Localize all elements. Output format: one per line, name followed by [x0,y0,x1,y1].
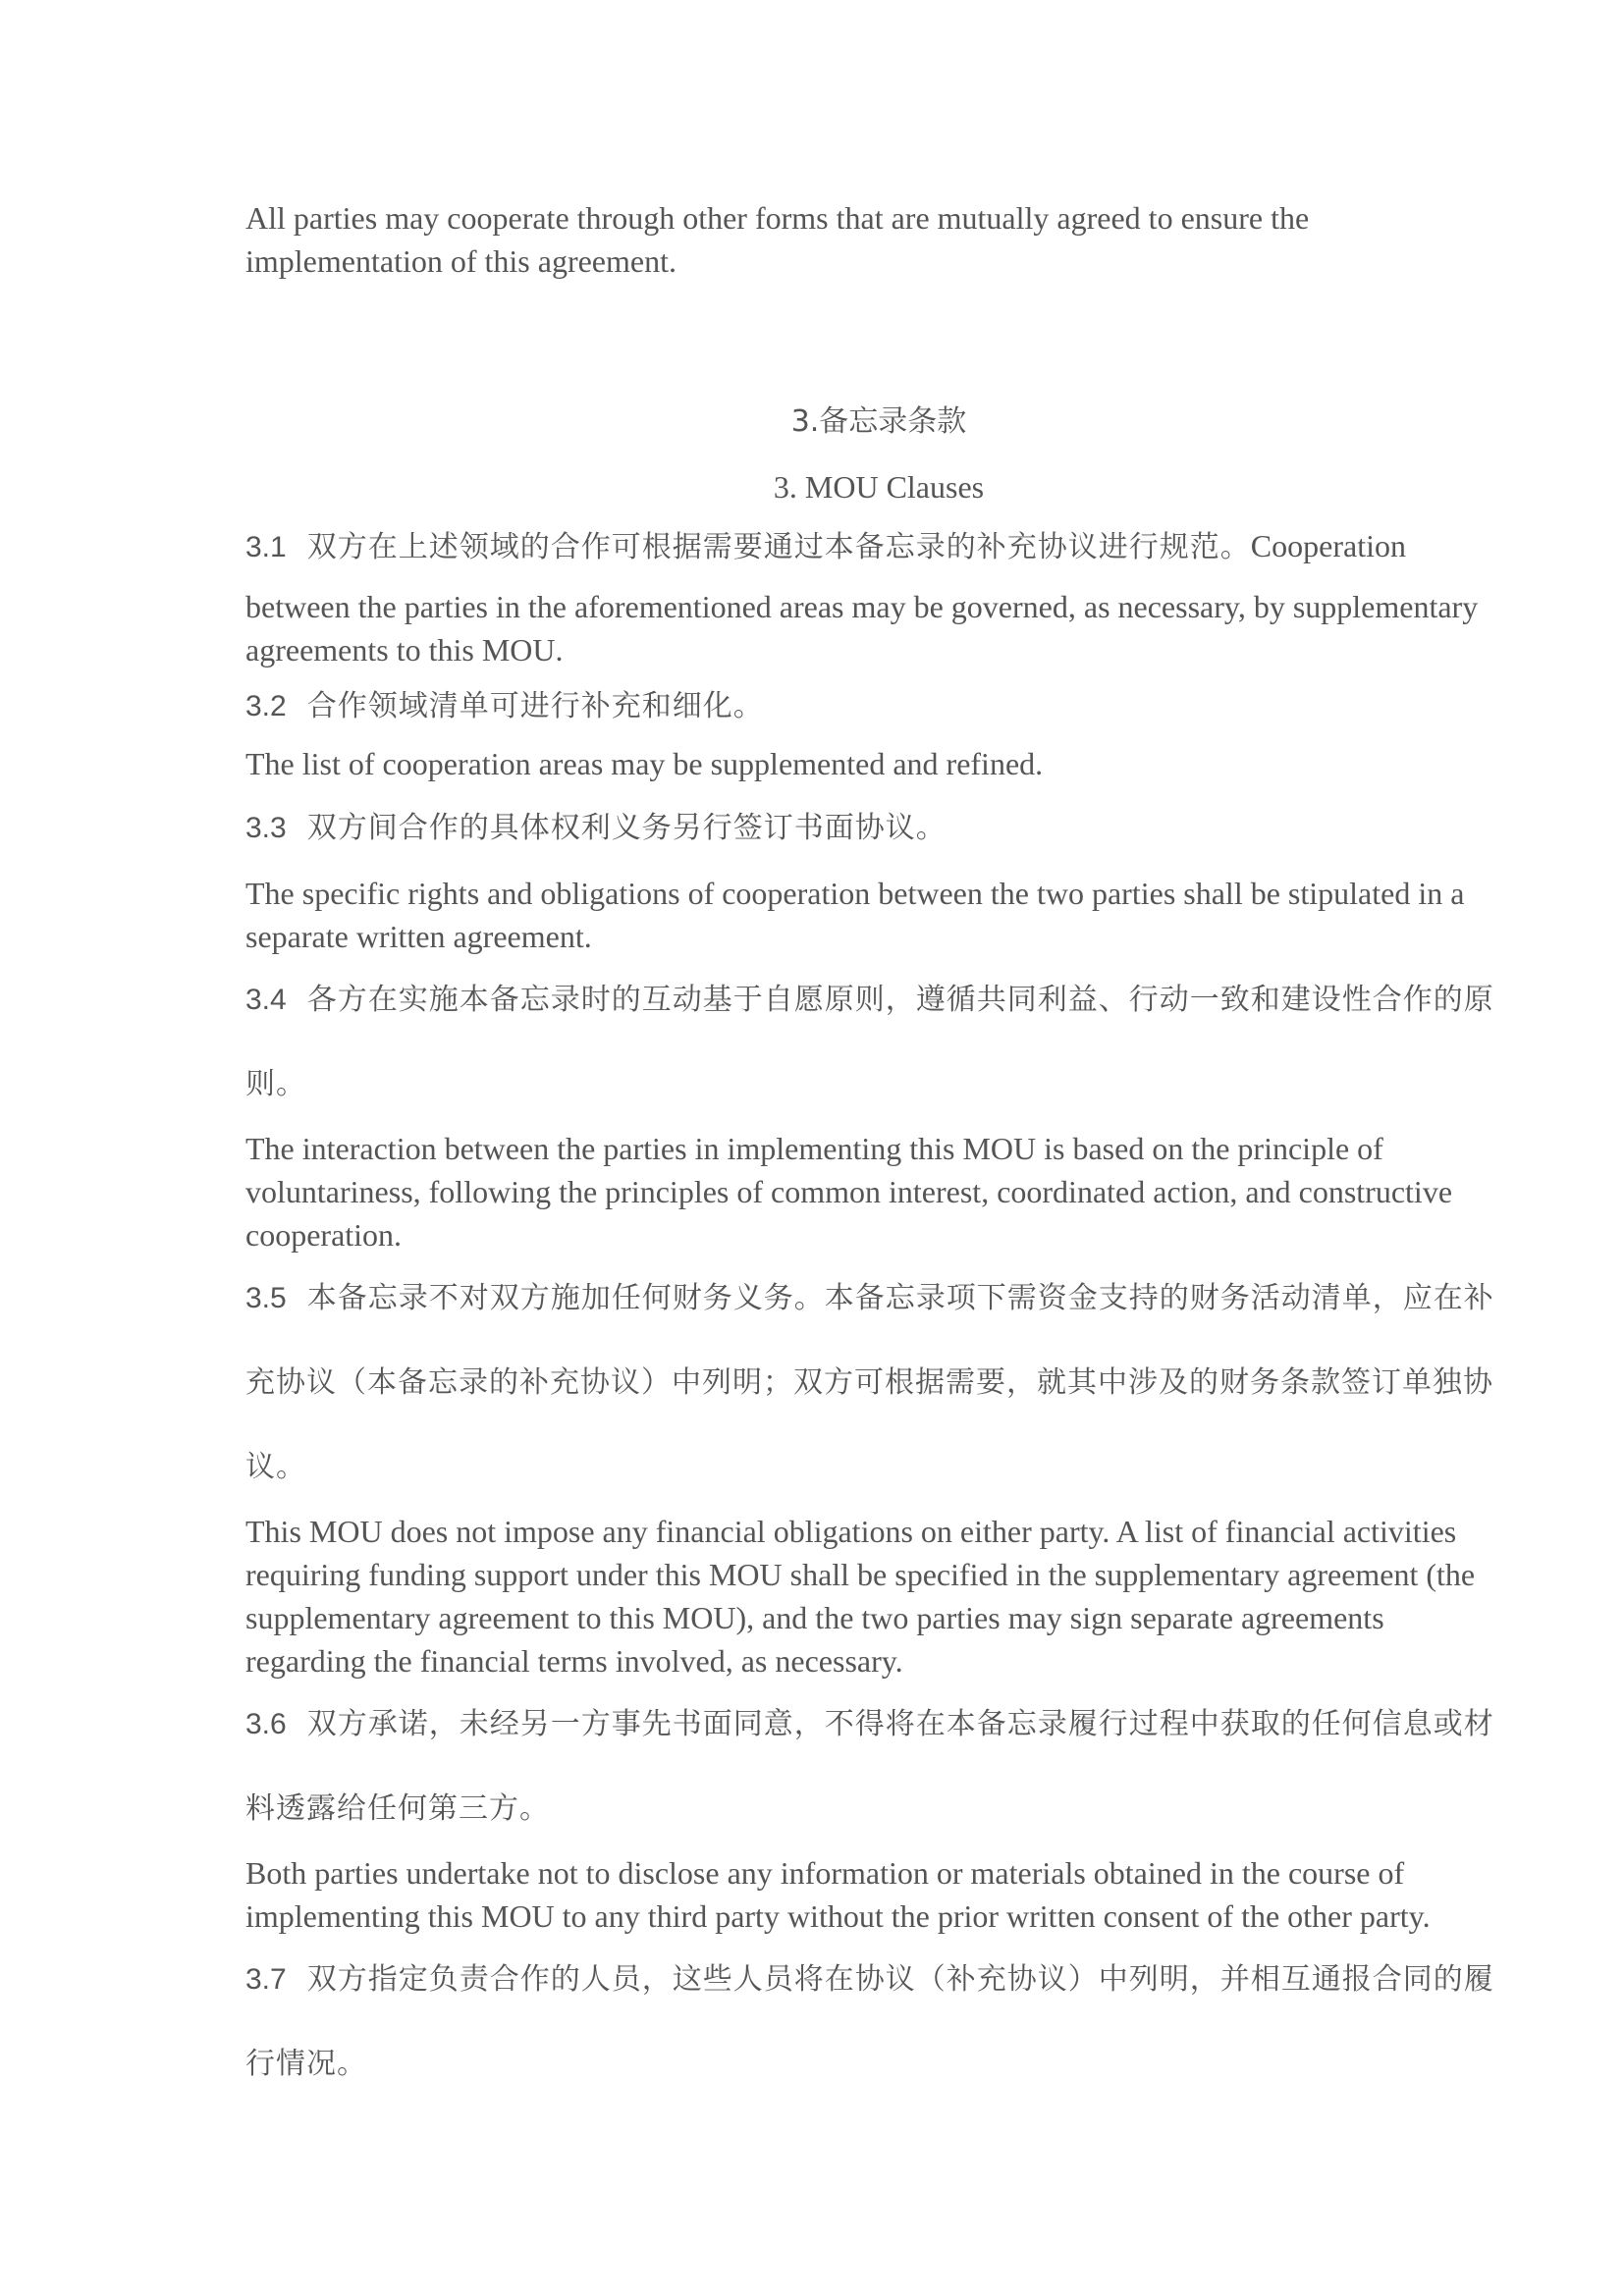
clause-number: 3.1 [245,531,287,563]
spacer [245,283,1512,400]
section-title-en: 3. MOU Clauses [773,469,985,505]
clause-text-zh: 双方间合作的具体权利义务另行签订书面协议。 [306,811,947,845]
document-body [245,196,1512,2107]
clause-text-zh: 合作领域清单可进行补充和细化。 [306,689,764,723]
clause-3-1-zh [245,516,1512,577]
intro-paragraph: All parties may cooperate through other forms that are mutually agreed to ensure the implementation of this agreement. [245,200,1310,279]
clause-3-6-zh [245,1682,1512,1851]
clause-3-4-zh [245,958,1512,1127]
clause-3-5-zh [245,1256,1512,1510]
clause-text-zh: 双方指定负责合作的人员，这些人员将在协议（补充协议）中列明，并相互通报合同的履行情况。 [245,1962,1494,2081]
clause-text-en-tail: Cooperation [1250,528,1406,563]
clause-text-zh: 本备忘录不对双方施加任何财务义务。本备忘录项下需资金支持的财务活动清单，应在补充协议（本备忘录的补充协议）中列明；双方可根据需要，就其中涉及的财务条款签订单独协议。 [245,1281,1494,1484]
clause-number: 3.6 [245,1708,287,1740]
clause-3-3-zh [245,785,1512,872]
clause-number: 3.4 [245,984,287,1016]
clause-3-2-zh [245,671,1512,742]
clause-number: 3.2 [245,690,287,722]
clause-text-zh: 各方在实施本备忘录时的互动基于自愿原则，遵循共同利益、行动一致和建设性合作的原则。 [245,983,1494,1101]
clause-text-zh: 双方在上述领域的合作可根据需要通过本备忘录的补充协议进行规范。 [306,530,1251,564]
clause-text-zh: 双方承诺，未经另一方事先书面同意，不得将在本备忘录履行过程中获取的任何信息或材料透露给任何第三方。 [245,1707,1494,1826]
clause-number: 3.7 [245,1963,287,1996]
clause-3-3-en: The specific rights and obligations of cooperation between the two parties shall be stipulated in a separate written agreement. [245,876,1465,954]
clause-3-2-en: The list of cooperation areas may be supplemented and refined. [245,746,1044,781]
clause-3-7-zh [245,1938,1512,2107]
clause-3-6-en: Both parties undertake not to disclose any information or materials obtained in the course of implementing this MOU to any third party without the prior written consent of the other party. [245,1855,1431,1934]
section-title-zh: 3.备忘录条款 [790,404,967,439]
clause-number: 3.3 [245,812,287,844]
clause-3-5-en: This MOU does not impose any financial obligations on either party. A list of financial activities requiring funding support under this MOU shall be specified in the supplementary agreement (the supplementary agreement to this MOU), and the two parties may sign separate agreements regarding the financial terms involved, as necessary. [245,1514,1476,1679]
clause-3-1-en: between the parties in the aforementioned areas may be governed, as necessary, by supplementary agreements to this MOU. [245,589,1479,667]
clause-number: 3.5 [245,1282,287,1314]
clause-3-4-en: The interaction between the parties in implementing this MOU is based on the principle of voluntariness, following the principles of common interest, coordinated action, and constructive cooperation. [245,1131,1453,1253]
